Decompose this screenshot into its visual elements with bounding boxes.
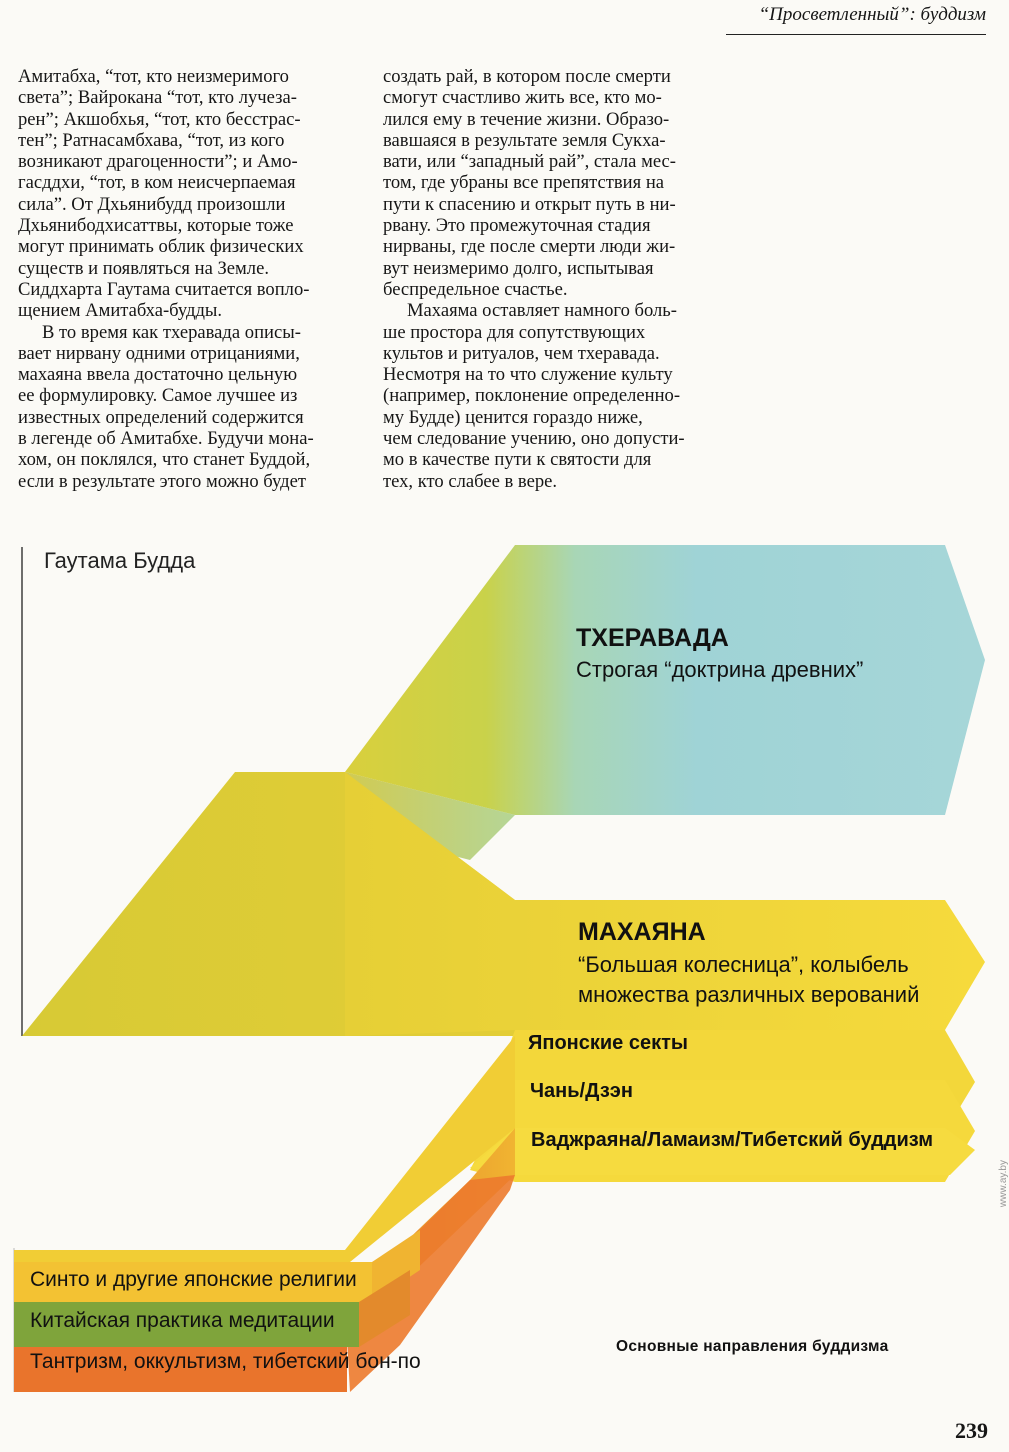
root-label-gautama-buddha: Гаутама Будда — [44, 548, 196, 573]
article-line: Махаяма оставляет намного боль- — [407, 300, 677, 322]
running-header: “Просветленный”: буддизм — [726, 0, 986, 35]
article-line: (например, поклонение определенно- — [383, 385, 681, 407]
article-line: сила”. От Дхьянибудд произошли — [18, 193, 286, 215]
article-line: ше простора для сопутствующих — [383, 321, 646, 343]
article-line: нирваны, где после смерти люди жи- — [383, 236, 676, 258]
branch-label-chan-zen: Чань/Дзэн — [530, 1080, 633, 1102]
article-line: Дхьянибодхисаттвы, которые тоже — [18, 215, 294, 237]
article-line: чем следование учению, оно допусти- — [383, 428, 685, 450]
article-line: Амитабха, “тот, кто неизмеримого — [18, 66, 289, 87]
mahayana-subtitle-line-2: множества различных верований — [578, 982, 920, 1007]
branch-label-vajrayana: Ваджраяна/Ламаизм/Тибетский буддизм — [531, 1129, 934, 1151]
article-line: известных определений содержится — [18, 406, 304, 428]
article-line: вати, или “западный рай”, стала мес- — [383, 151, 676, 173]
article-line: возникают драгоценности”; и Амо- — [18, 151, 298, 173]
article-line: рвану. Это промежуточная стадия — [383, 215, 651, 237]
mahayana-subtitle-line-1: “Большая колесница”, колыбель — [578, 952, 909, 977]
article-line: пути к спасению и открыт путь в ни- — [383, 193, 676, 215]
watermark: www.ay.by — [998, 1160, 1009, 1208]
article-line: щением Амитабха-будды. — [18, 300, 223, 322]
page-number: 239 — [955, 1418, 988, 1443]
article-line: беспредельное счастье. — [383, 278, 568, 300]
article-line: культов и ритуалов, чем тхеравада. — [383, 342, 660, 364]
article-line: Сиддхарта Гаутама считается вопло- — [18, 278, 310, 300]
lower-band-label-tantrism: Тантризм, оккультизм, тибетский бон-по — [30, 1350, 421, 1373]
article-line: если в результате этого можно будет — [18, 470, 307, 492]
article-line: В то время как тхеравада описы- — [42, 321, 301, 343]
theravada-title: ТХЕРАВАДА — [576, 624, 729, 652]
article-line: вавшаяся в результате земля Сукха- — [383, 129, 666, 151]
diagram-caption: Основные направления буддизма — [616, 1338, 889, 1355]
article-line: махаяна ввела достаточно цельную — [18, 364, 298, 386]
article-line: Несмотря на то что служение культу — [383, 364, 673, 386]
theravada-subtitle: Строгая “доктрина древних” — [576, 657, 864, 682]
article-line: гасддхи, “тот, в ком неисчерпаемая — [18, 172, 296, 194]
article-line: му Будде) ценится гораздо ниже, — [383, 406, 643, 428]
article-line: существ и появляться на Земле. — [18, 257, 269, 279]
article-line: ее формулировку. Самое лучшее из — [18, 385, 298, 407]
article-line: вает нирвану одними отрицаниями, — [18, 342, 300, 364]
article-line: мо в качестве пути к святости для — [383, 449, 652, 471]
mahayana-title: МАХАЯНА — [578, 918, 706, 946]
article-line: в легенде об Амитабхе. Будучи мона- — [18, 428, 314, 450]
article-line: тен”; Ратнасамбхава, “тот, из кого — [18, 129, 285, 151]
article-line: рен”; Акшобхья, “тот, кто бесстрас- — [18, 108, 301, 130]
article-line: хом, он поклялся, что станет Буддой, — [18, 449, 311, 471]
article-line: света”; Вайрокана “тот, кто лучеза- — [18, 87, 297, 109]
article-line: том, где убраны все препятствия на — [383, 172, 665, 194]
article-line: создать рай, в котором после смерти — [383, 66, 671, 87]
lower-band-label-chinese-meditation: Китайская практика медитации — [30, 1309, 335, 1332]
branch-label-japanese-sects: Японские секты — [528, 1032, 688, 1054]
article-line: лился ему в течение жизни. Образо- — [383, 108, 670, 130]
lower-band-label-shinto: Синто и другие японские религии — [30, 1268, 357, 1291]
article-line: могут принимать облик физических — [18, 236, 304, 258]
article-line: вут неизмеримо долго, испытывая — [383, 257, 654, 279]
article-line: тех, кто слабее в вере. — [383, 470, 558, 492]
article-line: смогут счастливо жить все, кто мо- — [383, 87, 662, 109]
